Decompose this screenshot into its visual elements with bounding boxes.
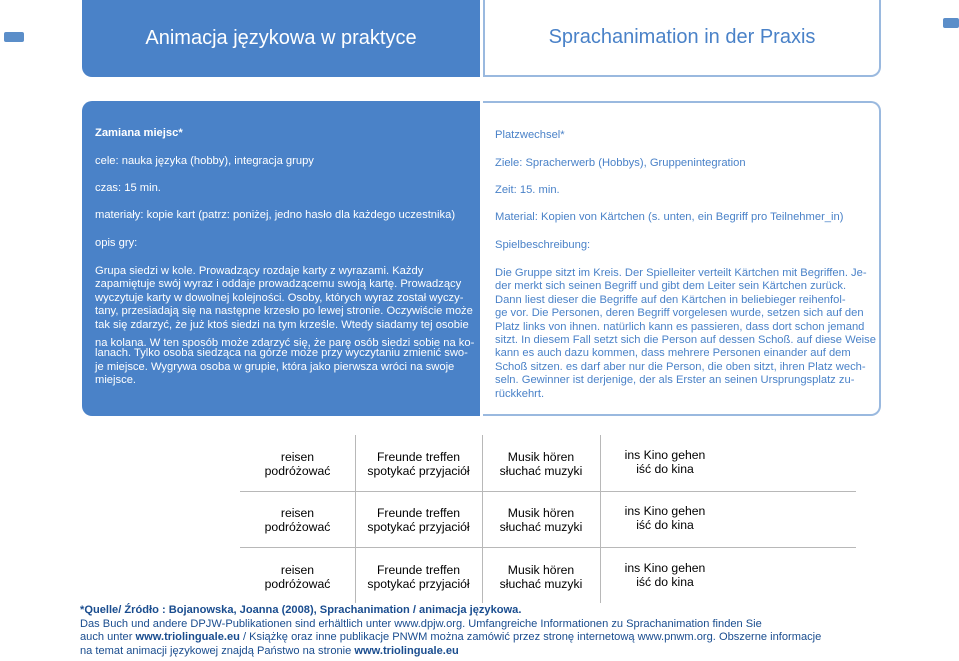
header-german bbox=[483, 0, 881, 77]
triolinguale-link[interactable]: www.triolinguale.eu bbox=[354, 645, 459, 658]
desc-label-polish: opis gry: bbox=[95, 237, 138, 249]
card-word-german: Freunde treffen bbox=[376, 450, 461, 464]
card-grid-line bbox=[240, 547, 856, 548]
card-word-polish: iść do kina bbox=[636, 462, 694, 476]
footer-text: / Książkę oraz inne publikacje PNWM można zamówić przez stronę internetową www.pnwm.org. Obszerne informacje bbox=[239, 631, 822, 644]
card-word-polish: podróżować bbox=[264, 464, 331, 478]
description-line: sitzt. In diesem Fall setzt sich die Person auf dessen Schoß. auf diese Weise bbox=[495, 334, 876, 347]
word-card bbox=[240, 450, 355, 478]
card-word-polish: słuchać muzyki bbox=[499, 577, 583, 591]
word-card bbox=[600, 448, 730, 476]
description-line: rückkehrt. bbox=[495, 387, 545, 400]
card-word-polish: spotykać przyjaciół bbox=[367, 464, 470, 478]
panel-german bbox=[483, 101, 881, 416]
description-line: ge vor. Die Personen, deren Begriff vorgelesen wurde, setzen sich auf den bbox=[495, 307, 864, 320]
description-line: tak się zdarzyć, że już ktoś siedzi na tym krześle. Wtedy siadamy tej osobie bbox=[95, 318, 469, 331]
desc-label-german: Spielbeschreibung: bbox=[495, 239, 591, 251]
card-word-polish: spotykać przyjaciół bbox=[367, 577, 470, 591]
header-polish bbox=[82, 0, 480, 77]
card-word-german: Freunde treffen bbox=[376, 506, 461, 520]
word-card bbox=[355, 450, 482, 478]
word-card bbox=[240, 563, 355, 591]
card-word-german: Musik hören bbox=[507, 563, 575, 577]
footer-text: auch unter bbox=[80, 631, 136, 644]
game-title-german: Platzwechsel* bbox=[495, 129, 565, 141]
word-card bbox=[600, 561, 730, 589]
card-word-polish: słuchać muzyki bbox=[499, 520, 583, 534]
description-line: wyczytuje karty w dowolnej kolejności. Osoby, których wyraz został wyczy- bbox=[95, 291, 464, 304]
description-line: je miejsce. Wygrywa osoba w grupie, która jako pierwsza wróci na swoje bbox=[95, 360, 455, 373]
card-word-german: reisen bbox=[280, 450, 315, 464]
description-line: na kolana. W ten sposób może zdarzyć się, że parę osób siedzi sobie na ko- bbox=[95, 337, 475, 350]
footer-line bbox=[80, 645, 940, 659]
description-line: zapamiętuje swój wyraz i oddaje prowadzącemu swoją kartę. Prowadzący bbox=[95, 278, 462, 291]
description-line: Die Gruppe sitzt im Kreis. Der Spielleiter verteilt Kärtchen mit Begriffen. Je- bbox=[495, 267, 867, 279]
materials-german: Material: Kopien von Kärtchen (s. unten, ein Begriff pro Teilnehmer_in) bbox=[495, 211, 844, 223]
description-line: Schoß sitzen. es darf aber nur die Person, die oben sitzt, ihren Platz wech- bbox=[495, 360, 866, 373]
card-word-polish: podróżować bbox=[264, 520, 331, 534]
description-line: tany, przesiadają się na następne krzesło po lewej stronie. Oczywiście może bbox=[95, 305, 473, 318]
description-line: Grupa siedzi w kole. Prowadzący rozdaje karty z wyrazami. Każdy bbox=[95, 265, 424, 277]
card-word-polish: iść do kina bbox=[636, 575, 694, 589]
description-line: kann es auch dazu kommen, dass mehrere Personen einander auf dem bbox=[495, 347, 851, 360]
word-card bbox=[355, 506, 482, 534]
word-card bbox=[355, 563, 482, 591]
card-word-german: reisen bbox=[280, 563, 315, 577]
card-word-polish: słuchać muzyki bbox=[499, 464, 583, 478]
card-grid-line bbox=[240, 491, 856, 492]
word-card bbox=[240, 506, 355, 534]
description-line: der merkt sich seinen Begriff und gibt dem Leiter sein Kärtchen zurück. bbox=[495, 280, 847, 293]
word-card bbox=[482, 506, 600, 534]
word-card bbox=[482, 563, 600, 591]
card-word-german: Musik hören bbox=[507, 450, 575, 464]
source-citation: *Quelle/ Źródło : Bojanowska, Joanna (2008), Sprachanimation / animacja językowa. bbox=[80, 604, 522, 616]
card-word-german: Freunde treffen bbox=[376, 563, 461, 577]
footer-line bbox=[80, 631, 940, 645]
triolinguale-link[interactable]: www.triolinguale.eu bbox=[135, 631, 240, 644]
goals-german: Ziele: Spracherwerb (Hobbys), Gruppenintegration bbox=[495, 157, 746, 169]
description-german bbox=[495, 267, 876, 401]
left-tab-decoration bbox=[4, 32, 24, 42]
footer-source bbox=[80, 604, 940, 659]
card-word-polish: podróżować bbox=[264, 577, 331, 591]
card-word-german: Musik hören bbox=[507, 506, 575, 520]
time-polish: czas: 15 min. bbox=[95, 182, 161, 194]
panel-polish bbox=[82, 101, 480, 416]
description-line: Platz links von ihnen. natürlich kann es passieren, dass dort schon jemand bbox=[495, 320, 865, 333]
footer-line: Das Buch und andere DPJW-Publikationen sind erhältlich unter www.dpjw.org. Umfangreiche Informationen zu Sprachanimation finden Sie bbox=[80, 617, 762, 630]
card-word-polish: iść do kina bbox=[636, 518, 694, 532]
description-line: miejsce. bbox=[95, 374, 137, 387]
description-line: seln. Gewinner ist derjenige, der als Erster an seinen Ursprungsplatz zu- bbox=[495, 374, 855, 387]
word-card bbox=[482, 450, 600, 478]
right-tab-decoration bbox=[943, 18, 959, 28]
card-word-german: reisen bbox=[280, 506, 315, 520]
materials-polish: materiały: kopie kart (patrz: poniżej, jedno hasło dla każdego uczestnika) bbox=[95, 209, 456, 221]
description-line: Dann liest dieser die Begriffe auf den Kärtchen in beliebieger reihenfol- bbox=[495, 293, 846, 306]
page-title-polish: Animacja językowa w praktyce bbox=[145, 27, 417, 49]
footer-text: na temat animacji językowej znajdą Państwo na stronie bbox=[80, 645, 355, 658]
card-word-german: ins Kino gehen bbox=[624, 561, 706, 575]
page-title-german: Sprachanimation in der Praxis bbox=[548, 26, 816, 48]
word-card bbox=[600, 504, 730, 532]
goals-polish: cele: nauka języka (hobby), integracja grupy bbox=[95, 155, 314, 167]
card-word-german: ins Kino gehen bbox=[624, 448, 706, 462]
card-word-german: ins Kino gehen bbox=[624, 504, 706, 518]
card-word-polish: spotykać przyjaciół bbox=[367, 520, 470, 534]
description-line: lanach. Tylko osoba siedząca na górze może przy wyczytaniu zmienić swo- bbox=[95, 347, 468, 360]
game-title-polish: Zamiana miejsc* bbox=[95, 127, 183, 139]
description-polish bbox=[95, 265, 474, 388]
time-german: Zeit: 15. min. bbox=[495, 184, 560, 196]
